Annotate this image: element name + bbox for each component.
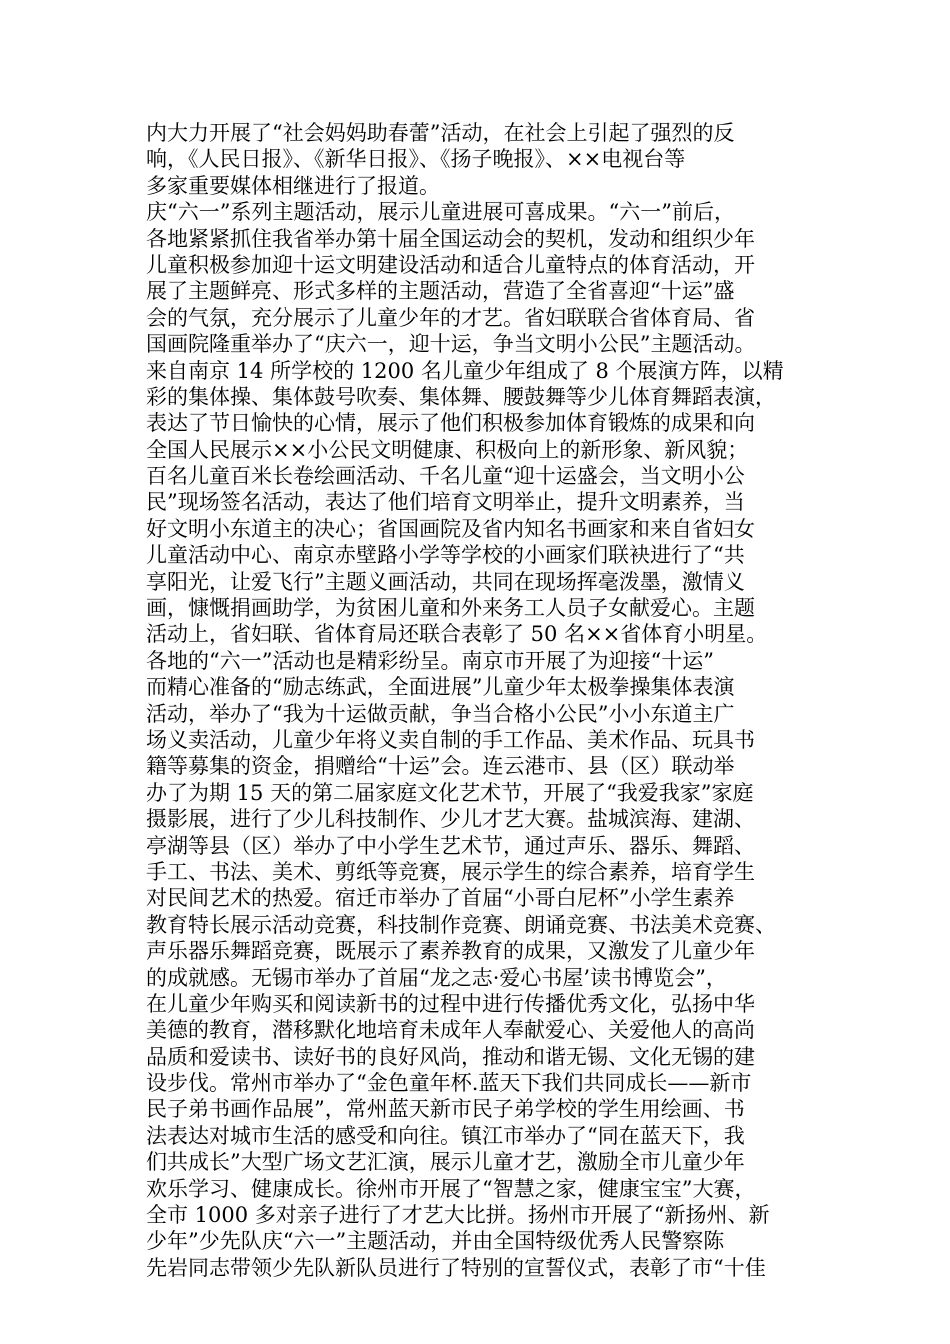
text-line: 先岩同志带领少先队新队员进行了特别的宣誓仪式，表彰了市“十佳 (146, 1255, 766, 1280)
text-line: 好文明小东道主的决心；省国画院及省内知名书画家和来自省妇女 (146, 516, 755, 541)
text-line: 全国人民展示××小公民文明健康、积极向上的新形象、新风貌； (146, 437, 749, 462)
text-line: 各地的“六一”活动也是精彩纷呈。南京市开展了为迎接“十运” (146, 648, 714, 673)
text-line: 声乐器乐舞蹈竞赛，既展示了素养教育的成果，又激发了儿童少年 (146, 939, 755, 964)
text-line: 欢乐学习、健康成长。徐州市开展了“智慧之家，健康宝宝”大赛， (146, 1176, 756, 1201)
text-line: 展了主题鲜亮、形式多样的主题活动，营造了全省喜迎“十运”盛 (146, 279, 735, 304)
text-line: 场义卖活动，儿童少年将义卖自制的手工作品、美术作品、玩具书 (146, 727, 755, 752)
text-line: 内大力开展了“社会妈妈助春蕾”活动，在社会上引起了强烈的反 (146, 121, 735, 145)
text-line: 多家重要媒体相继进行了报道。 (146, 173, 440, 198)
text-line: 民子弟书画作品展”，常州蓝天新市民子弟学校的学生用绘画、书 (146, 1097, 745, 1122)
text-line: 亭湖等县（区）举办了中小学生艺术节，通过声乐、器乐、舞蹈、 (146, 833, 755, 858)
text-line: 手工、书法、美术、剪纸等竞赛，展示学生的综合素养，培育学生 (146, 859, 755, 884)
text-line: 们共成长”大型广场文艺汇演，展示儿童才艺，激励全市儿童少年 (146, 1150, 745, 1175)
text-line: 活动，举办了“我为十运做贡献，争当合格小公民”小小东道主广 (146, 701, 735, 726)
text-line: 儿童活动中心、南京赤壁路小学等学校的小画家们联袂进行了“共 (146, 543, 745, 568)
text-line: 庆“六一”系列主题活动，展示儿童进展可喜成果。“六一”前后， (146, 200, 735, 225)
text-line: 对民间艺术的热爱。宿迁市举办了首届“小哥白尼杯”小学生素养 (146, 886, 735, 911)
body-text (146, 120, 806, 1281)
text-line: 活动上，省妇联、省体育局还联合表彰了 50 名××省体育小明星。 (146, 622, 768, 647)
text-line: 来自南京 14 所学校的 1200 名儿童少年组成了 8 个展演方阵，以精 (146, 358, 784, 383)
text-line: 而精心准备的“励志练武，全面进展”儿童少年太极拳操集体表演 (146, 675, 735, 700)
text-line: 在儿童少年购买和阅读新书的过程中进行传播优秀文化，弘扬中华 (146, 991, 755, 1016)
text-line: 享阳光，让爱飞行”主题义画活动，共同在现场挥毫泼墨，激情义 (146, 569, 745, 594)
text-line: 表达了节日愉快的心情，展示了他们积极参加体育锻炼的成果和向 (146, 411, 755, 436)
text-line: 全市 1000 多对亲子进行了才艺大比拼。扬州市开展了“新扬州、新 (146, 1203, 770, 1228)
text-line: 百名儿童百米长卷绘画活动、千名儿童“迎十运盛会，当文明小公 (146, 464, 745, 489)
text-line: 法表达对城市生活的感受和向往。镇江市举办了“同在蓝天下，我 (146, 1123, 745, 1148)
text-line: 会的气氛，充分展示了儿童少年的才艺。省妇联联合省体育局、省 (146, 305, 755, 330)
text-line: 画，慷慨捐画助学，为贫困儿童和外来务工人员子女献爱心。主题 (146, 596, 755, 621)
text-line: 少年”少先队庆“六一”主题活动，并由全国特级优秀人民警察陈 (146, 1229, 725, 1254)
text-line: 品质和爱读书、读好书的良好风尚，推动和谐无锡、文化无锡的建 (146, 1044, 755, 1069)
text-line: 响，《人民日报》、《新华日报》、《扬子晚报》、××电视台等 (146, 147, 686, 172)
text-line: 儿童积极参加迎十运文明建设活动和适合儿童特点的体育活动，开 (146, 252, 755, 277)
text-line: 各地紧紧抓住我省举办第十届全国运动会的契机，发动和组织少年 (146, 226, 755, 251)
text-line: 的成就感。无锡市举办了首届“龙之志·爱心书屋’读书博览会”， (146, 965, 727, 990)
text-line: 教育特长展示活动竞赛，科技制作竞赛、朗诵竞赛、书法美术竞赛、 (146, 912, 776, 937)
text-line: 美德的教育，潜移默化地培育未成年人奉献爱心、关爱他人的高尚 (146, 1018, 755, 1043)
text-line: 彩的集体操、集体鼓号吹奏、集体舞、腰鼓舞等少儿体育舞蹈表演， (146, 384, 776, 409)
text-line: 设步伐。常州市举办了“金色童年杯.蓝天下我们共同成长——新市 (146, 1071, 752, 1096)
text-line: 摄影展，进行了少儿科技制作、少儿才艺大赛。盐城滨海、建湖、 (146, 807, 755, 832)
text-line: 籍等募集的资金，捐赠给“十运”会。连云港市、县（区）联动举 (146, 754, 735, 779)
text-line: 国画院隆重举办了“庆六一，迎十运，争当文明小公民”主题活动。 (146, 332, 756, 357)
text-line: 民”现场签名活动，表达了他们培育文明举止，提升文明素养，当 (146, 490, 745, 515)
text-line: 办了为期 15 天的第二届家庭文化艺术节，开展了“我爱我家”家庭 (146, 780, 754, 805)
